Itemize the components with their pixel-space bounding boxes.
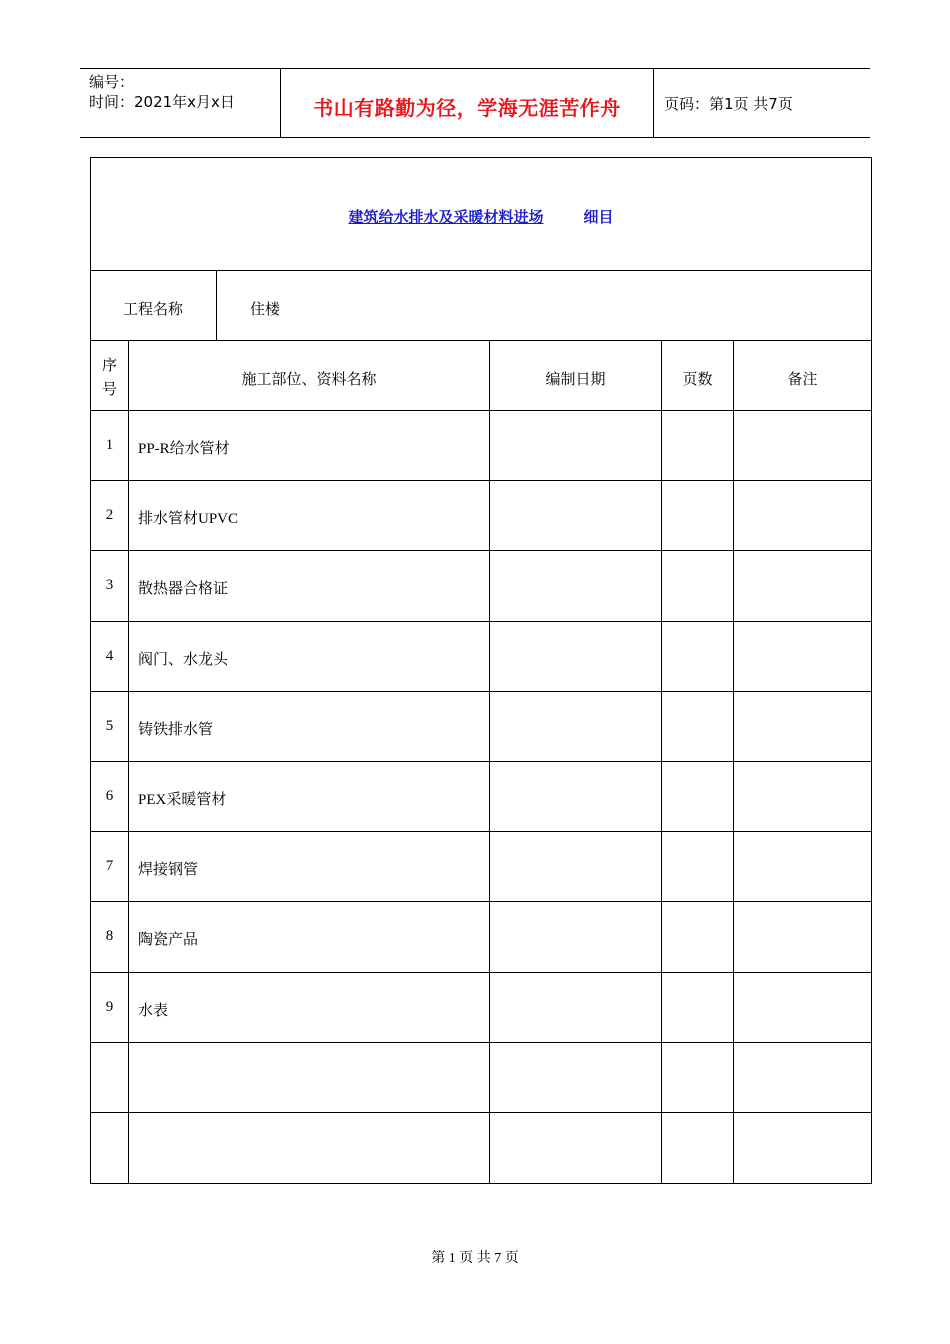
row-name: 排水管材UPVC (138, 511, 239, 527)
col-header-pages: 页数 (682, 372, 713, 388)
row-seq: 7 (105, 858, 114, 874)
project-name-value: 住楼 (250, 302, 281, 318)
row-name: 散热器合格证 (138, 581, 229, 597)
project-name-label: 工程名称 (123, 302, 184, 318)
column-divider (489, 340, 490, 1183)
material-list-table (90, 157, 872, 1184)
header-band (80, 68, 870, 138)
row-name: 水表 (138, 1003, 169, 1019)
col-header-seq (91, 354, 128, 402)
column-divider (733, 340, 734, 1183)
row-seq: 1 (105, 437, 114, 453)
page-label: 页码：第1页 共7页 (664, 94, 793, 113)
page-footer: 第 1 页 共 7 页 (431, 1251, 519, 1266)
col-header-seq-line1: 序 (101, 358, 117, 374)
motto: 书山有路勤为径，学海无涯苦作舟 (281, 69, 654, 137)
row-divider (91, 1042, 871, 1043)
row-seq: 5 (105, 718, 114, 734)
row-name: 阀门、水龙头 (138, 652, 229, 668)
col-header-remark: 备注 (787, 372, 818, 388)
row-divider (91, 621, 871, 622)
row-divider (91, 901, 871, 902)
row-seq: 8 (105, 928, 114, 944)
row-name: 焊接钢管 (138, 862, 199, 878)
column-divider (661, 340, 662, 1183)
divider (91, 340, 871, 341)
row-divider (91, 1112, 871, 1113)
row-seq: 4 (105, 648, 114, 664)
divider (216, 270, 217, 340)
row-divider (91, 691, 871, 692)
row-divider (91, 831, 871, 832)
row-name: 铸铁排水管 (138, 722, 214, 738)
row-name: 陶瓷产品 (138, 932, 199, 948)
row-divider (91, 761, 871, 762)
col-header-name: 施工部位、资料名称 (241, 372, 377, 388)
header-info-cell (80, 69, 281, 137)
col-header-date: 编制日期 (545, 372, 606, 388)
title-main: 建筑给水排水及采暖材料进场 (348, 210, 544, 226)
divider (91, 270, 871, 271)
row-name: PEX采暖管材 (138, 792, 227, 808)
document-title (91, 206, 871, 227)
row-divider (91, 550, 871, 551)
time-label: 时间：2021年x月x日 (89, 93, 235, 111)
row-divider (91, 972, 871, 973)
title-suffix: 细目 (583, 210, 614, 226)
row-divider (91, 480, 871, 481)
row-divider (91, 410, 871, 411)
column-divider (128, 340, 129, 1183)
number-label: 编号： (89, 73, 135, 91)
row-seq: 3 (105, 577, 114, 593)
col-header-seq-line2: 号 (101, 382, 117, 398)
row-seq: 6 (105, 788, 114, 804)
row-name: PP-R给水管材 (138, 441, 230, 457)
row-seq: 9 (105, 999, 114, 1015)
row-seq: 2 (105, 507, 114, 523)
